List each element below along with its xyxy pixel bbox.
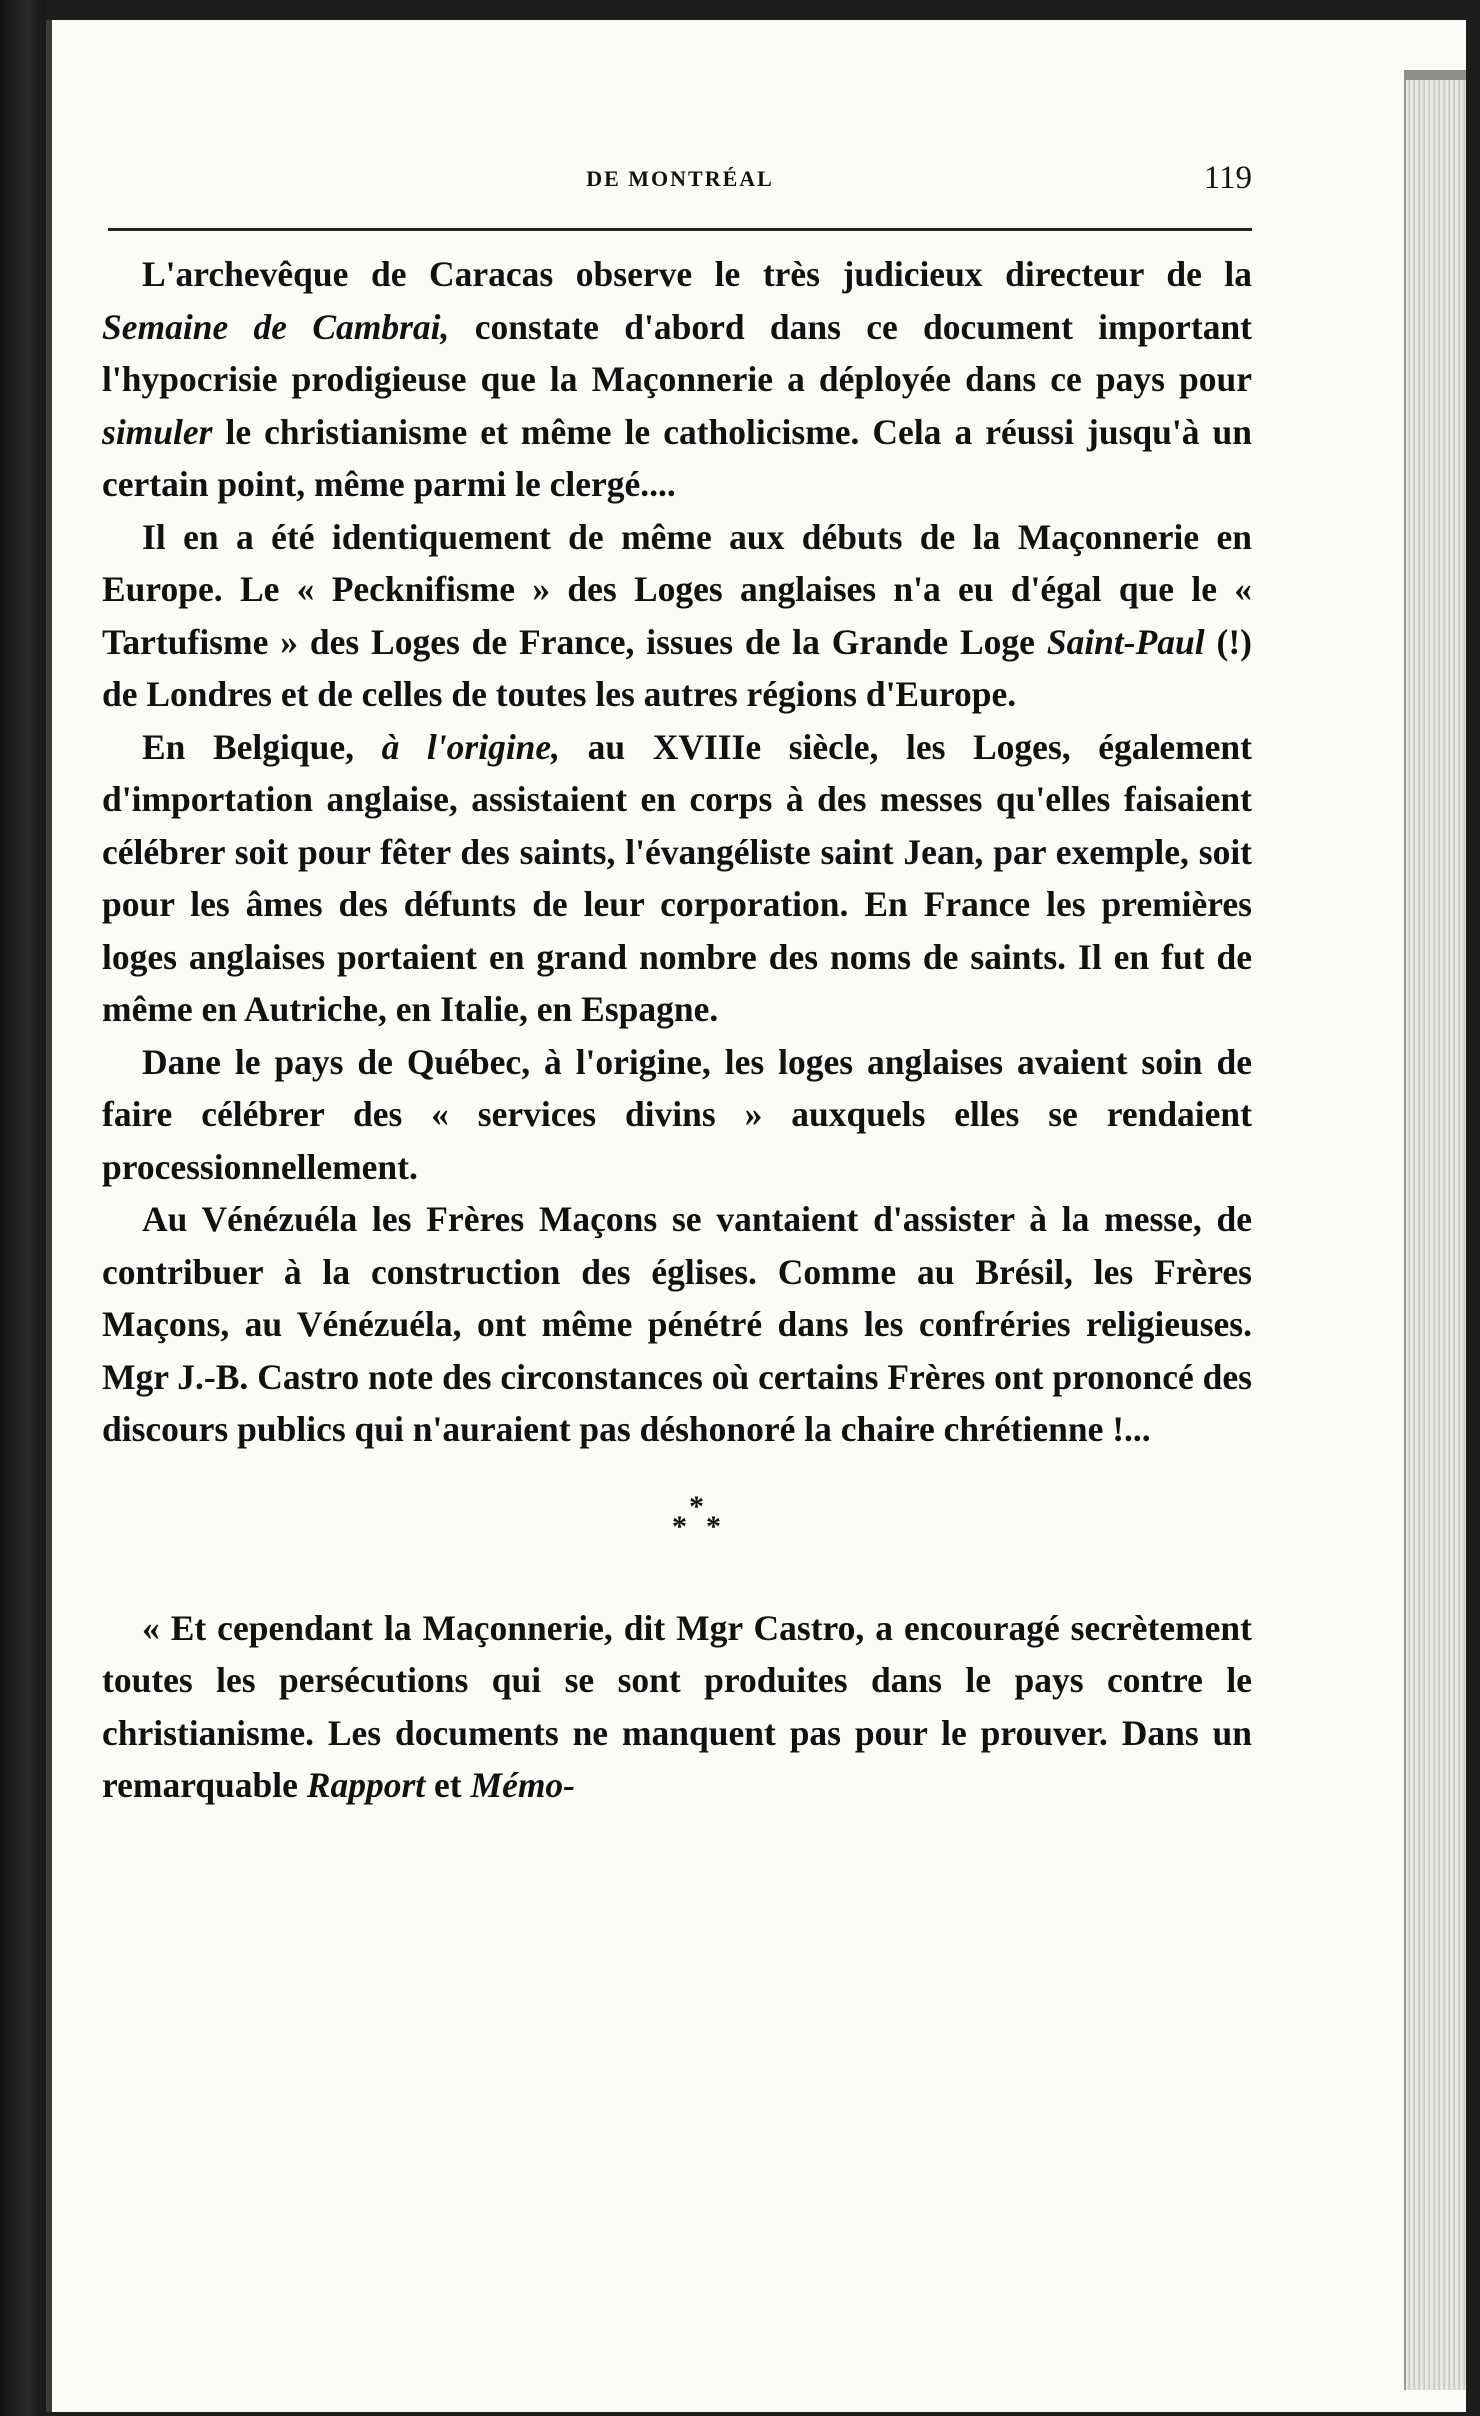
book-binding bbox=[0, 0, 46, 2416]
italic-title: Semaine de Cambrai, bbox=[102, 306, 450, 347]
italic-name: Saint-Paul bbox=[1046, 621, 1205, 662]
page-number: 119 bbox=[1203, 160, 1252, 196]
paragraph-1: L'archevêque de Caracas observe le très judicieux directeur de la Semaine de Cambrai, constate d'abord dans ce document important l'hypocrisie prodigieuse que la Maçonnerie a déployée dans ce pays pour simuler le christianisme et même le catholicisme. Cela a réussi jusqu'à un certain point, même parmi le clergé.... bbox=[102, 254, 1253, 504]
section-asterism bbox=[102, 1489, 1252, 1546]
running-head: DE MONTRÉAL bbox=[586, 166, 774, 191]
italic-word: simuler bbox=[102, 411, 213, 452]
page-header bbox=[108, 160, 1252, 200]
asterism-star-top: * bbox=[689, 1489, 704, 1523]
page-stack-edge bbox=[1404, 80, 1466, 2390]
body-text bbox=[102, 248, 1252, 1812]
header-rule bbox=[108, 228, 1252, 231]
book-page bbox=[46, 20, 1466, 2412]
paragraph-3: En Belgique, à l'origine, au XVIIIe siècle, les Loges, également d'importation anglaise, assistaient en corps à des messes qu'elles faisaient célébrer soit pour fêter des saints, l'évangéliste saint Jean, par exemple, soit pour les âmes des défunts de leur corporation. En France les premières loges anglaises portaient en grand nombre des noms de saints. Il en fut de même en Autriche, en Italie, en Espagne. bbox=[102, 726, 1252, 1029]
asterism-star-left: * bbox=[672, 1509, 687, 1543]
italic-title: Rapport bbox=[306, 1765, 426, 1805]
italic-phrase: à l'origine, bbox=[381, 726, 561, 767]
paragraph-4: Dane le pays de Québec, à l'origine, les loges anglaises avaient soin de faire célébrer des « services divins » auxquels elles se rendaient processionnellement. bbox=[102, 1041, 1252, 1187]
paragraph-6: « Et cependant la Maçonnerie, dit Mgr Castro, a encouragé secrètement toutes les persécutions qui se sont produites dans le pays contre le christianisme. Les documents ne manquent pas pour le prouver. Dans un remarquable Rapport et Mémo- bbox=[102, 1607, 1252, 1805]
italic-title: Mémo- bbox=[470, 1765, 576, 1805]
paragraph-5: Au Vénézuéla les Frères Maçons se vantaient d'assister à la messe, de contribuer à la construction des églises. Comme au Brésil, les Frères Maçons, au Vénézuéla, ont même pénétré dans les confréries religieuses. Mgr J.-B. Castro note des circonstances où certains Frères ont prononcé des discours publics qui n'auraient pas déshonoré la chaire chrétienne !... bbox=[102, 1199, 1252, 1449]
paragraph-2: Il en a été identiquement de même aux débuts de la Maçonnerie en Europe. Le « Pecknifisme » des Loges anglaises n'a eu d'égal que le « Tartufisme » des Loges de France, issues de la Grande Loge Saint-Paul (!) de Londres et de celles de toutes les autres régions d'Europe. bbox=[102, 516, 1252, 714]
asterism-star-right: * bbox=[706, 1509, 721, 1543]
